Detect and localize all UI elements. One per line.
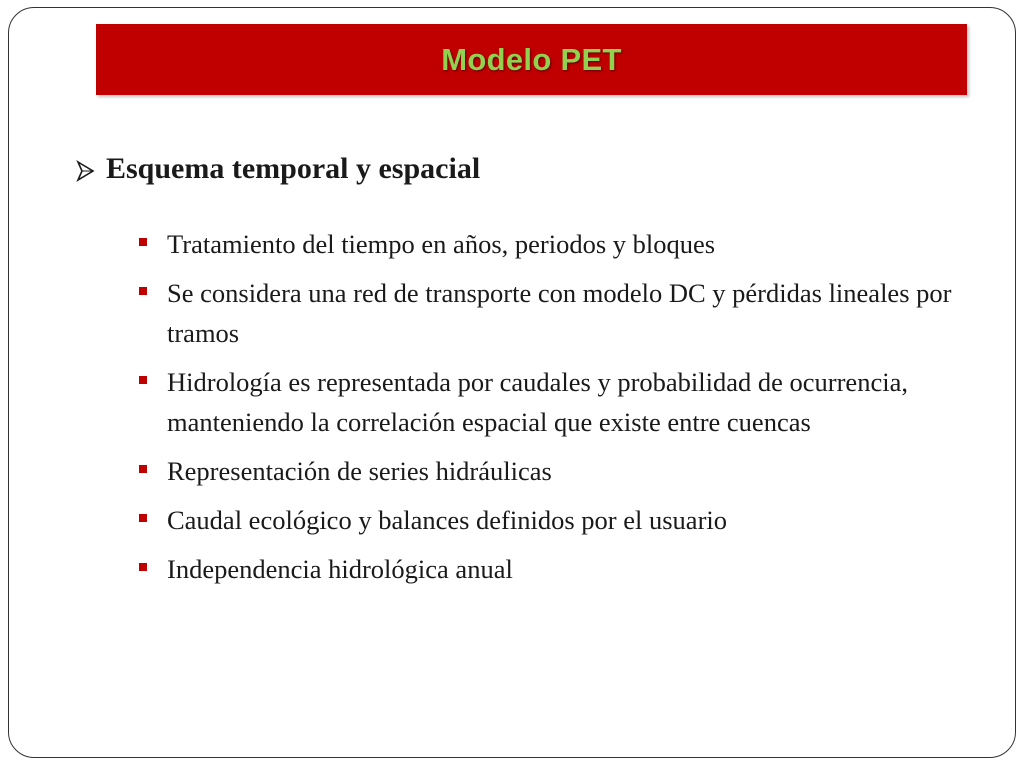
title-bar (96, 24, 967, 95)
square-bullet-icon (139, 563, 147, 571)
list-item (138, 224, 968, 264)
list-item-text: Independencia hidrológica anual (167, 554, 513, 584)
list-item-text: Caudal ecológico y balances definidos por el usuario (167, 505, 728, 535)
square-bullet-icon (139, 514, 147, 522)
section-heading (76, 152, 480, 186)
list-item-text: Representación de series hidráulicas (167, 456, 552, 486)
list-item (138, 500, 968, 540)
list-item-text: Se considera una red de transporte con modelo DC y pérdidas lineales por tramos (167, 278, 952, 348)
square-bullet-icon (139, 465, 147, 473)
list-item (138, 451, 968, 491)
list-item (138, 362, 968, 442)
square-bullet-icon (139, 287, 147, 295)
square-bullet-icon (139, 376, 147, 384)
list-item-text: Tratamiento del tiempo en años, periodos y bloques (167, 229, 716, 259)
square-bullet-icon (139, 238, 147, 246)
list-item (138, 273, 968, 353)
heading-text: Esquema temporal y espacial (106, 152, 481, 185)
list-item-text: Hidrología es representada por caudales y probabilidad de ocurrencia, manteniendo la correlación espacial que existe entre cuencas (167, 367, 908, 437)
slide-title: Modelo PET (441, 41, 622, 77)
bullet-list (138, 224, 968, 598)
arrow-bullet-icon (76, 160, 96, 182)
list-item (138, 549, 968, 589)
